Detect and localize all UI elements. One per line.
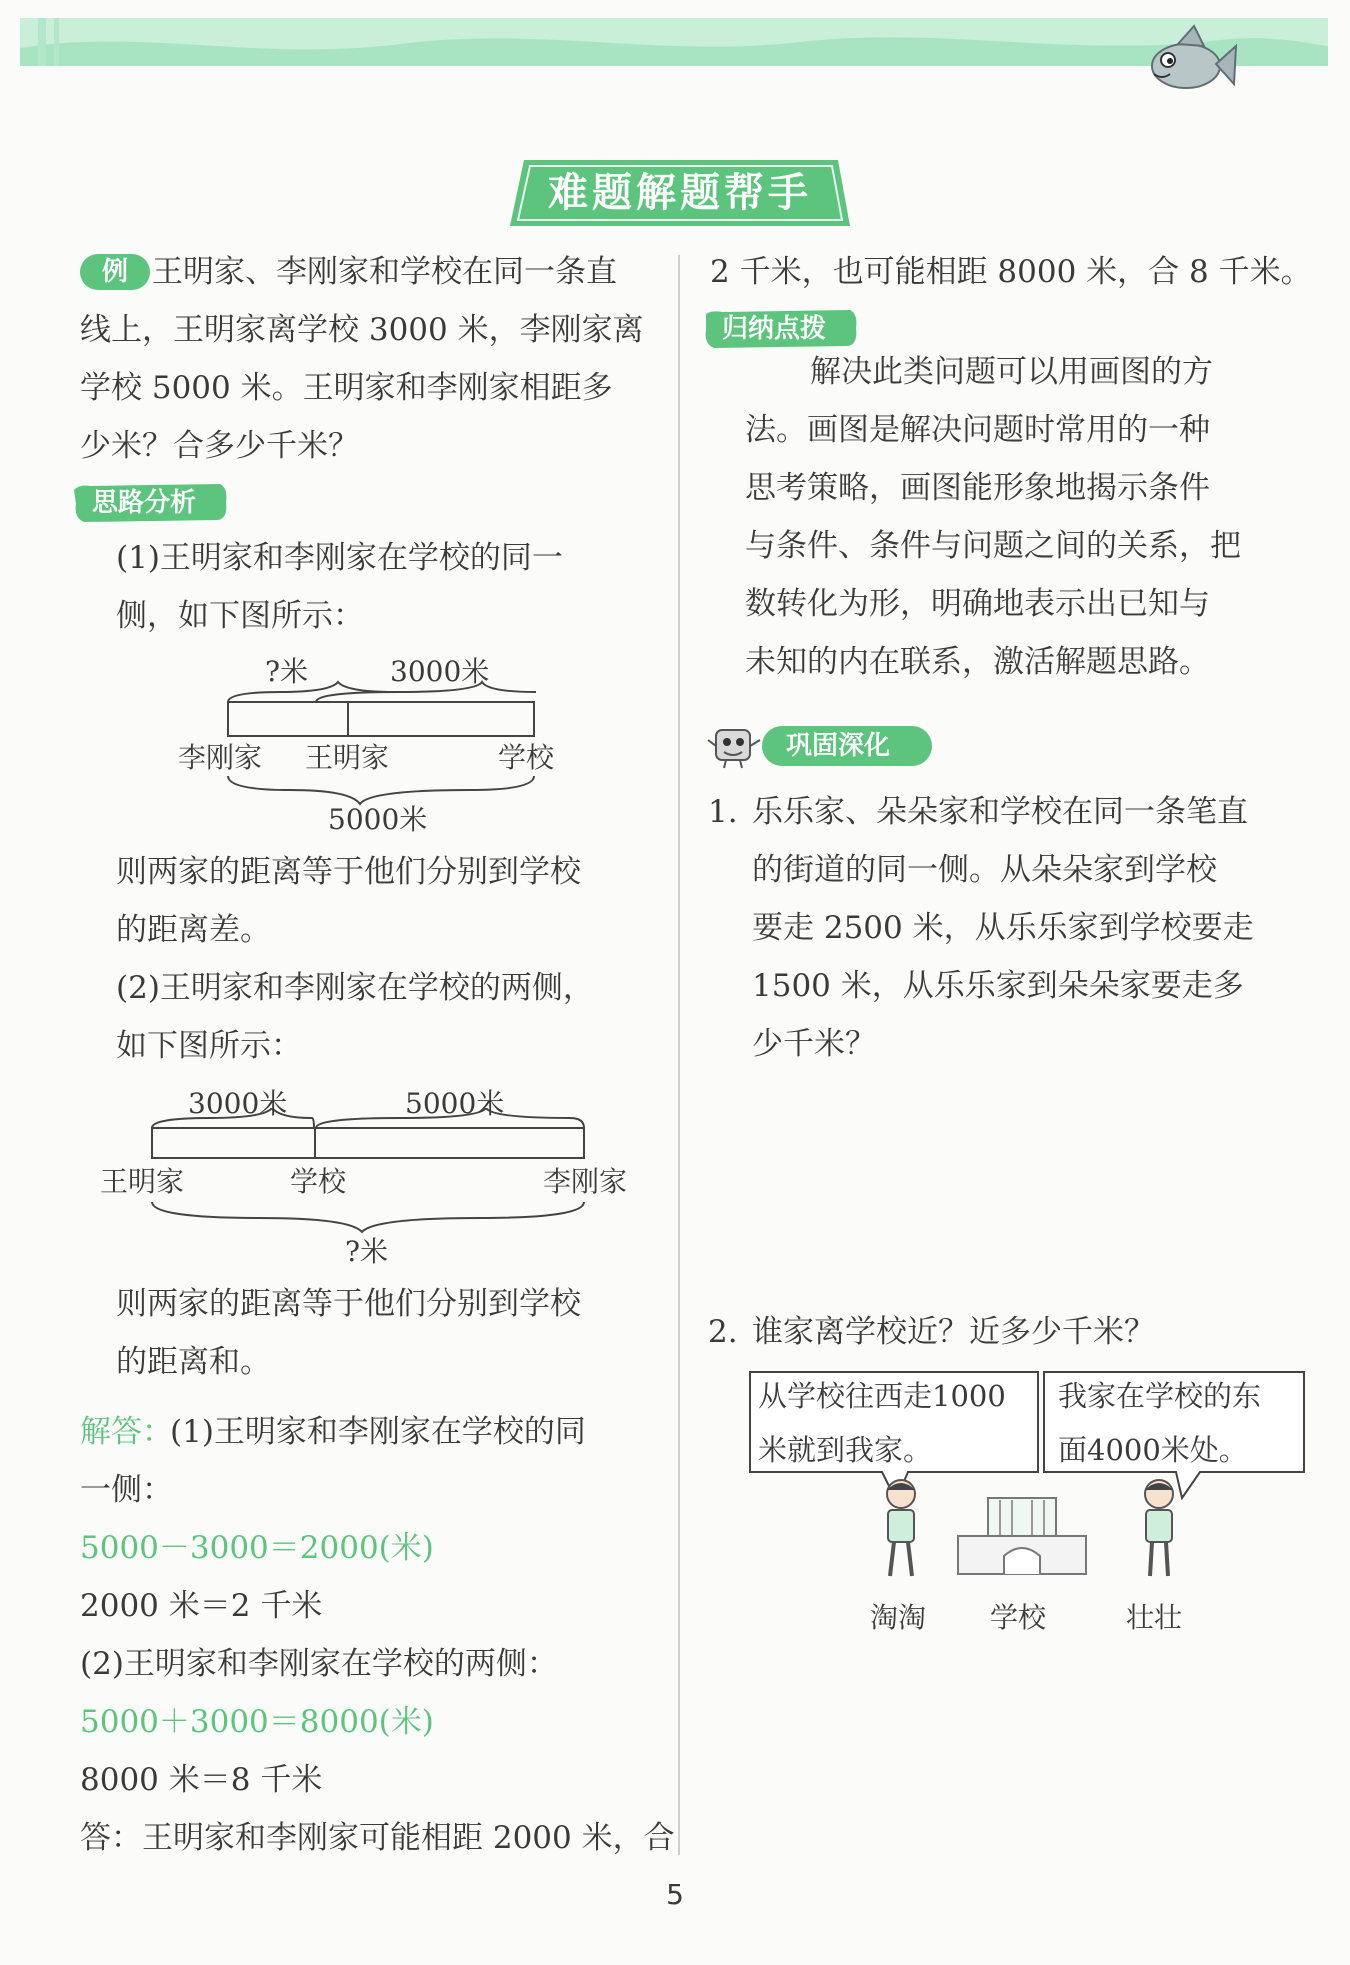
- summary-tag: [700, 310, 860, 348]
- page-number: 5: [666, 1878, 684, 1911]
- mascot-icon: [706, 722, 762, 770]
- summary-line-3: 思考策略，画图能形象地揭示条件: [745, 470, 1210, 506]
- diagram2-left-distance-label: 3000米: [188, 1087, 288, 1120]
- fish-illustration: [1138, 22, 1238, 108]
- boy-taotao-illustration: [876, 1476, 926, 1586]
- question1-line-3: 要走 2500 米，从乐乐家到学校要走: [752, 910, 1254, 946]
- solution-label: 解答：: [80, 1414, 173, 1450]
- case1-line-2: 侧，如下图所示：: [116, 598, 364, 634]
- solution-line-7: 答：王明家和李刚家可能相距 2000 米，合: [80, 1820, 675, 1856]
- solution-first-line: (1)王明家和李刚家在学校的同: [170, 1414, 586, 1450]
- section-title: 难题解题帮手: [548, 170, 812, 216]
- example-line-2: 线上，王明家离学校 3000 米，李刚家离: [80, 312, 644, 348]
- diagram1-total-label: 5000米: [328, 803, 428, 836]
- top-decorative-band: [20, 18, 1328, 66]
- bubble-left-line-2: 米就到我家。: [758, 1433, 933, 1467]
- summary-line-2: 法。画图是解决问题时常用的一种: [745, 412, 1210, 448]
- analysis-tag-label: 思路分析: [92, 488, 197, 518]
- example-line-3: 学校 5000 米。王明家和李刚家相距多: [80, 370, 613, 406]
- summary-line-4: 与条件、条件与问题之间的关系，把: [745, 528, 1241, 564]
- analysis-tag: [70, 484, 230, 522]
- diagram2-total-label: ?米: [345, 1235, 389, 1268]
- school-illustration: [952, 1490, 1092, 1590]
- figure-label-school: 学校: [990, 1601, 1047, 1634]
- figure-label-taotao: 淘淘: [870, 1601, 927, 1634]
- example-badge: 例: [80, 254, 150, 290]
- summary-line-5: 数转化为形，明确地表示出已知与: [745, 586, 1210, 622]
- case2-line-1: (2)王明家和李刚家在学校的两侧，: [116, 970, 594, 1006]
- diagram2-wangming-label: 王明家: [100, 1165, 185, 1198]
- case2-line-2: 如下图所示：: [116, 1028, 302, 1064]
- diagram2-school-label: 学校: [290, 1165, 347, 1198]
- solution-line-4: (2)王明家和李刚家在学校的两侧：: [80, 1646, 558, 1682]
- example-line-1: 王明家、李刚家和学校在同一条直: [152, 254, 617, 290]
- case2-conclusion-line-2: 的距离和。: [116, 1344, 271, 1380]
- solution-line-2: 5000－3000＝2000(米): [80, 1530, 434, 1566]
- continued-answer-line: 2 千米，也可能相距 8000 米，合 8 千米。: [710, 254, 1312, 290]
- diagram1-distance-label: 3000米: [390, 655, 490, 688]
- diagram2-right-distance-label: 5000米: [405, 1087, 505, 1120]
- solution-line-1: 一侧：: [80, 1472, 173, 1508]
- question1-number: 1.: [708, 794, 738, 830]
- case1-conclusion-line-2: 的距离差。: [116, 912, 271, 948]
- practice-tag: [762, 726, 932, 766]
- solution-line-5: 5000＋3000＝8000(米): [80, 1704, 434, 1740]
- solution-line-3: 2000 米＝2 千米: [80, 1588, 323, 1624]
- question2-text: 谁家离学校近？近多少千米？: [752, 1314, 1155, 1350]
- wave-decoration: [20, 18, 1328, 66]
- bubble-left-line-1: 从学校往西走1000: [758, 1379, 1006, 1413]
- practice-tag-label: 巩固深化: [786, 731, 891, 761]
- boy-zhuangzhuang-illustration: [1134, 1476, 1184, 1586]
- diagram1-ligang-label: 李刚家: [178, 741, 263, 774]
- case2-conclusion-line-1: 则两家的距离等于他们分别到学校: [116, 1286, 581, 1322]
- diagram1-unknown-label: ?米: [265, 655, 309, 688]
- diagram2-ligang-label: 李刚家: [543, 1165, 628, 1198]
- diagram-opposite-sides: [140, 1108, 600, 1238]
- diagram1-wangming-label: 王明家: [305, 741, 390, 774]
- section-title-banner: [510, 160, 850, 226]
- question1-line-2: 的街道的同一侧。从朵朵家到学校: [752, 852, 1217, 888]
- solution-line-6: 8000 米＝8 千米: [80, 1762, 323, 1798]
- bubble-right-line-2: 面4000米处。: [1058, 1433, 1248, 1467]
- summary-line-1: 解决此类问题可以用画图的方: [810, 354, 1213, 390]
- column-divider: [678, 255, 680, 1855]
- case1-conclusion-line-1: 则两家的距离等于他们分别到学校: [116, 854, 581, 890]
- question1-line-1: 乐乐家、朵朵家和学校在同一条笔直: [752, 794, 1248, 830]
- figure-label-zhuangzhuang: 壮壮: [1126, 1601, 1183, 1634]
- question1-line-4: 1500 米，从乐乐家到朵朵家要走多: [752, 968, 1244, 1004]
- question1-line-5: 少千米？: [752, 1026, 876, 1062]
- summary-line-6: 未知的内在联系，激活解题思路。: [745, 644, 1210, 680]
- case1-line-1: (1)王明家和李刚家在学校的同一: [116, 540, 563, 576]
- diagram1-school-label: 学校: [498, 741, 555, 774]
- question2-number: 2.: [708, 1314, 738, 1350]
- summary-tag-label: 归纳点拨: [722, 314, 827, 344]
- bubble-right-line-1: 我家在学校的东: [1058, 1379, 1262, 1413]
- example-line-4: 少米？合多少千米？: [80, 428, 359, 464]
